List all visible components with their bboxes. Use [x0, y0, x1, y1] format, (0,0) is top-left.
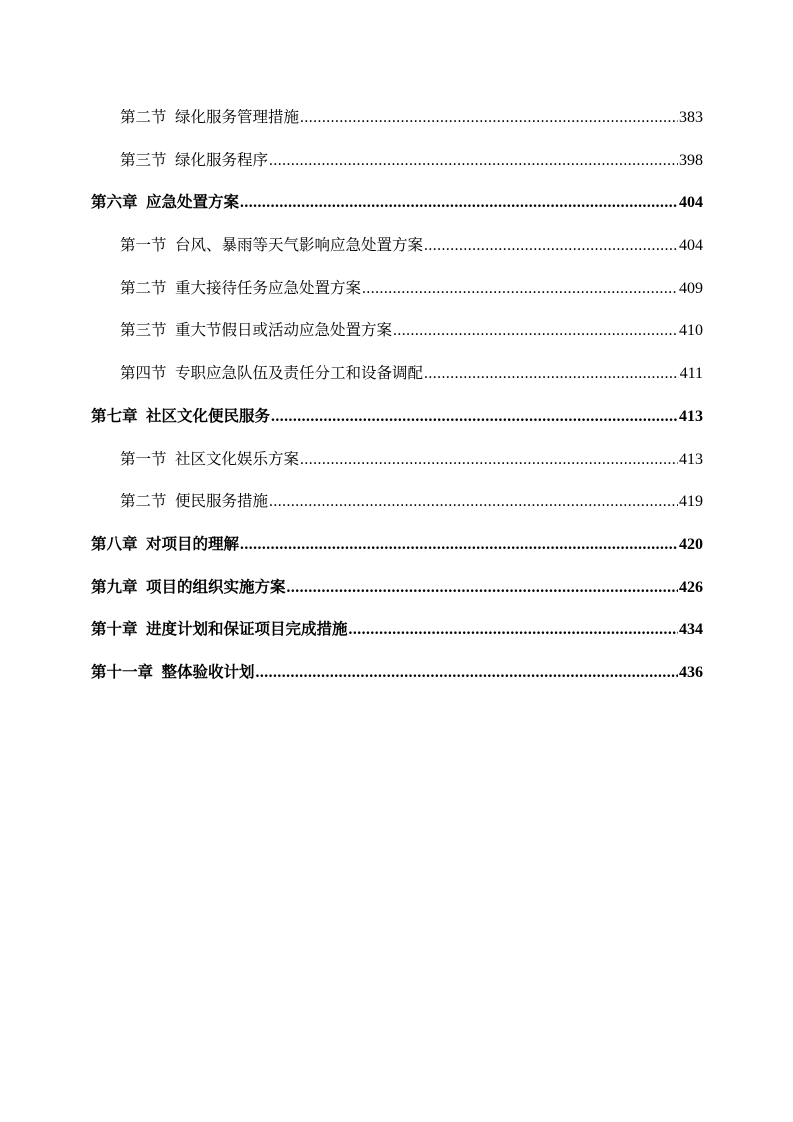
toc-entry-title: 绿化服务程序	[175, 150, 269, 169]
toc-leader-dots	[349, 609, 678, 651]
toc-entry-label	[91, 181, 239, 224]
toc-leader-dots	[240, 182, 678, 224]
toc-page-number: 383	[679, 109, 703, 126]
toc-leader-dots	[362, 268, 678, 310]
toc-entry-label	[91, 566, 286, 609]
toc-entry-label	[120, 480, 268, 523]
toc-entry-number: 第一节	[120, 449, 167, 468]
toc-entry-label	[120, 139, 268, 182]
toc-entry-title: 社区文化娱乐方案	[175, 449, 300, 468]
toc-leader-dots	[269, 140, 678, 182]
toc-entry-title: 重大接待任务应急处置方案	[175, 278, 362, 297]
toc-leader-dots	[300, 97, 678, 139]
toc-page-number: 413	[679, 407, 703, 425]
toc-leader-dots	[269, 481, 678, 523]
toc-entry[interactable]	[91, 480, 703, 523]
toc-leader-dots	[300, 439, 678, 481]
toc-entry-label	[120, 224, 423, 267]
toc-entry[interactable]	[91, 96, 703, 139]
toc-entry-number: 第二节	[120, 108, 167, 126]
toc-entry[interactable]	[91, 651, 703, 694]
toc-entry[interactable]	[91, 523, 703, 566]
toc-entry-number: 第三节	[120, 321, 167, 340]
toc-leader-dots	[287, 567, 678, 609]
toc-entry[interactable]	[91, 139, 703, 182]
toc-entry[interactable]	[91, 566, 703, 609]
toc-page-number: 398	[679, 151, 703, 169]
toc-leader-dots	[424, 225, 678, 267]
toc-page-number: 413	[679, 450, 703, 468]
toc-entry-number: 第三节	[120, 150, 167, 169]
toc-entry-label	[91, 395, 270, 438]
toc-entry-title: 整体验收计划	[161, 661, 255, 681]
toc-entry-label	[120, 438, 299, 481]
toc-entry-title: 重大节假日或活动应急处置方案	[175, 321, 393, 340]
toc-entry[interactable]	[91, 608, 703, 651]
toc-entry-title: 专职应急队伍及责任分工和设备调配	[175, 364, 424, 383]
toc-entry-title: 进度计划和保证项目完成措施	[146, 619, 348, 639]
toc-entry-number: 第二节	[120, 278, 167, 297]
toc-page-number: 404	[679, 237, 703, 255]
toc-entry-number: 第二节	[120, 492, 167, 511]
toc-entry-number: 第七章	[91, 405, 138, 425]
toc-page-number: 409	[679, 279, 703, 297]
toc-entry-label	[120, 309, 392, 352]
toc-entry-number: 第九章	[91, 576, 138, 596]
toc-entry[interactable]	[91, 181, 703, 224]
toc-leader-dots	[393, 310, 678, 352]
toc-entry-number: 第六章	[91, 192, 138, 212]
toc-page-number: 410	[679, 322, 703, 340]
toc-entry[interactable]	[91, 438, 703, 481]
toc-entry-label	[91, 651, 255, 694]
toc-entry[interactable]	[91, 352, 703, 395]
toc-entry-number: 第八章	[91, 533, 138, 553]
toc-entry-title: 便民服务措施	[175, 492, 269, 511]
toc-entry[interactable]	[91, 267, 703, 310]
toc-leader-dots	[240, 524, 678, 566]
toc-entry-title: 社区文化便民服务	[146, 405, 271, 425]
toc-entry-number: 第四节	[120, 364, 167, 383]
toc-leader-dots	[271, 396, 678, 438]
toc-entry[interactable]	[91, 224, 703, 267]
toc-entry-number: 第十章	[91, 619, 138, 639]
toc-page-number: 436	[679, 663, 703, 681]
toc-page-number: 404	[679, 194, 703, 212]
toc-page-number: 434	[679, 621, 703, 639]
toc-entry-label	[120, 352, 423, 395]
toc-entry-title: 台风、暴雨等天气影响应急处置方案	[175, 236, 424, 255]
toc-entry[interactable]	[91, 309, 703, 352]
toc-leader-dots	[256, 652, 678, 694]
toc-entry-number: 第十一章	[91, 661, 154, 681]
toc-page-number: 420	[679, 535, 703, 553]
toc-entry-label	[120, 267, 361, 310]
toc-entry-title: 绿化服务管理措施	[175, 108, 300, 126]
toc-entry-number: 第一节	[120, 236, 167, 255]
toc-entry-label	[120, 96, 299, 139]
toc-entry-title: 项目的组织实施方案	[146, 576, 286, 596]
toc-entry-label	[91, 523, 239, 566]
toc-page-number: 426	[679, 578, 703, 596]
toc-page-number: 419	[679, 493, 703, 511]
toc-entry-label	[91, 608, 348, 651]
table-of-contents	[91, 96, 703, 694]
toc-entry-title: 应急处置方案	[146, 192, 240, 212]
toc-leader-dots	[424, 353, 679, 395]
toc-entry-title: 对项目的理解	[146, 533, 240, 553]
toc-entry[interactable]	[91, 395, 703, 438]
toc-page-number: 411	[679, 365, 703, 383]
